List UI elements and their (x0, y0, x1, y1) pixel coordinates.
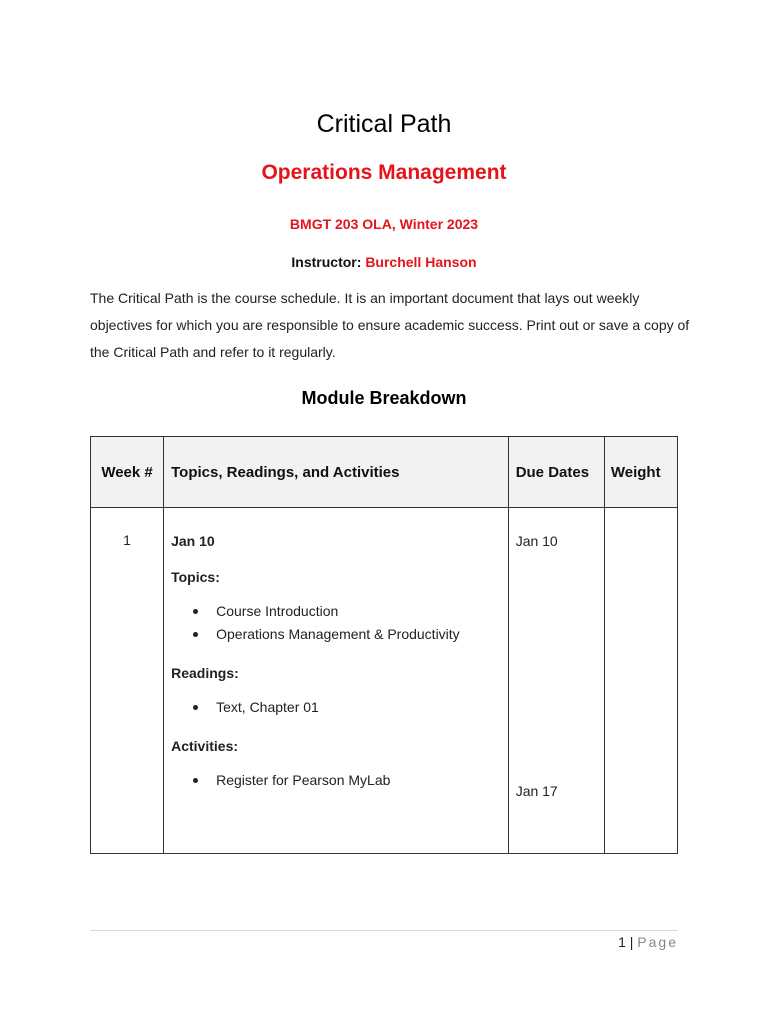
section-title: Module Breakdown (301, 388, 467, 408)
instructor-line (0, 252, 768, 272)
list-item: Text, Chapter 01 (216, 696, 501, 719)
activities-label: Activities: (171, 738, 239, 754)
intro-paragraph: The Critical Path is the course schedule. It is an important document that lays out weekly objectives for which you are responsible to ensure academic success. Print out or save a copy of the Critical Path and refer to it regularly. (90, 290, 690, 360)
table-header-row (91, 437, 678, 508)
page-separator: | (629, 934, 634, 950)
document-title: Critical Path (316, 110, 452, 138)
header-topics: Topics, Readings, and Activities (164, 437, 509, 508)
list-item: Register for Pearson MyLab (216, 769, 501, 792)
instructor-name: Burchell Hanson (365, 254, 477, 270)
footer-divider (90, 930, 678, 931)
page-footer (618, 933, 678, 951)
topics-cell (164, 508, 509, 854)
list-item: Course Introduction (216, 600, 501, 623)
due-dates-cell (508, 508, 604, 854)
week-number-cell: 1 (91, 508, 164, 854)
header-due-dates: Due Dates (508, 437, 604, 508)
page-number: 1 (618, 934, 626, 950)
table-row (91, 508, 678, 854)
topics-label: Topics: (171, 569, 220, 585)
course-code: BMGT 203 OLA, Winter 2023 (289, 216, 479, 232)
instructor-label: Instructor: (291, 254, 362, 270)
topics-list (171, 600, 501, 646)
document-subtitle: Operations Management (261, 161, 507, 184)
readings-list (171, 696, 501, 719)
readings-label: Readings: (171, 665, 239, 681)
page-label: Page (637, 934, 678, 950)
activities-list (171, 769, 501, 792)
due-date: Jan 10 (515, 533, 558, 549)
week-date: Jan 10 (171, 533, 215, 549)
weight-cell (604, 508, 677, 854)
due-date: Jan 17 (515, 783, 558, 799)
header-weight: Weight (604, 437, 677, 508)
list-item: Operations Management & Productivity (216, 623, 501, 646)
module-breakdown-table (90, 436, 678, 854)
header-week: Week # (91, 437, 164, 508)
